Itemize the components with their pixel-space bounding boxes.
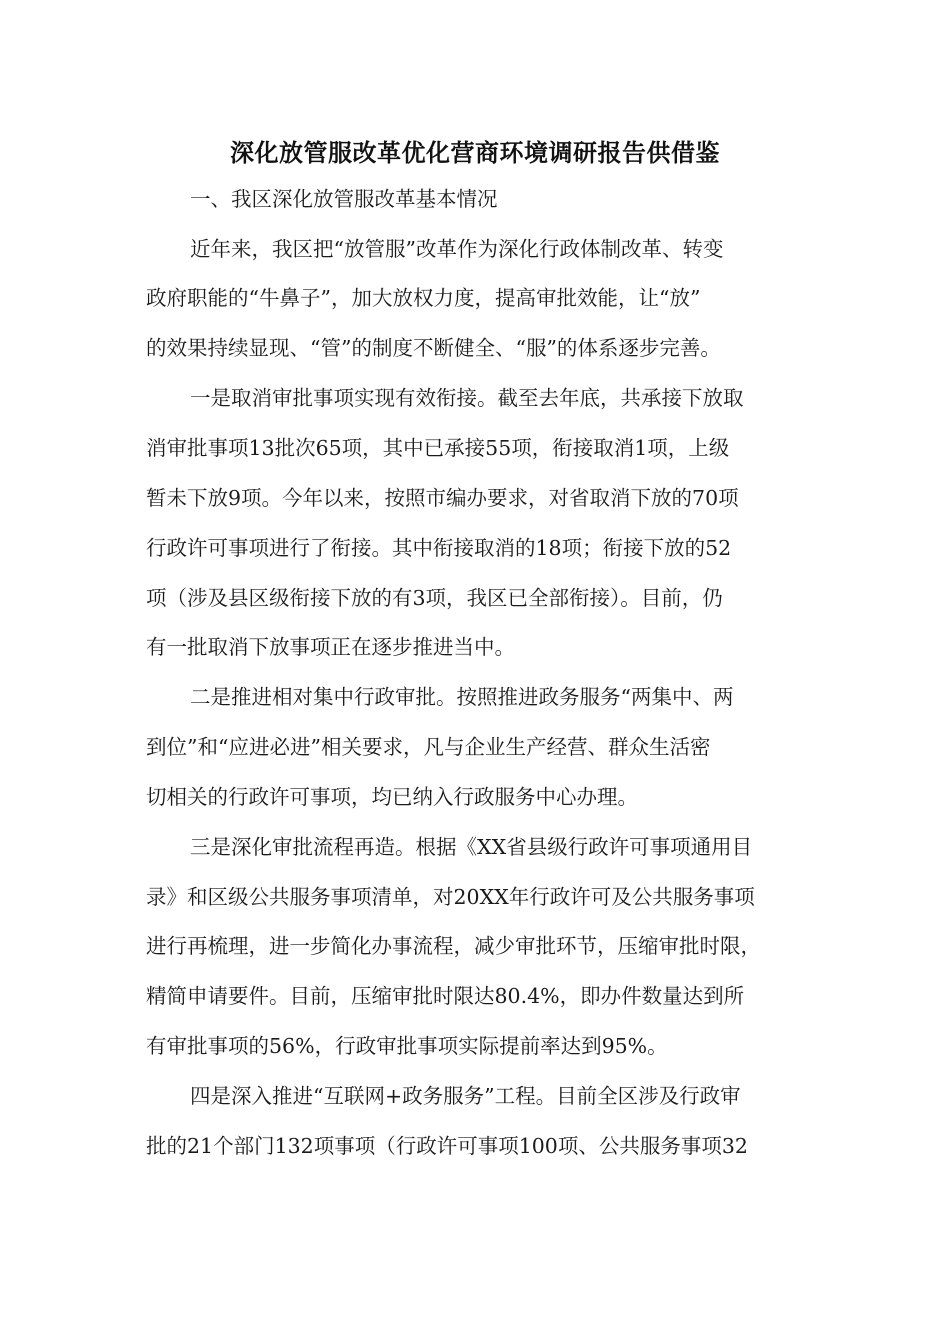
document-title: 深化放管服改革优化营商环境调研报告供借鉴 xyxy=(230,138,720,167)
paragraph-line: 的效果持续显现、“管”的制度不断健全、“服”的体系逐步完善。 xyxy=(146,336,721,360)
section-heading: 一、我区深化放管服改革基本情况 xyxy=(190,187,498,211)
paragraph-line: 四是深入推进“互联网+政务服务”工程。目前全区涉及行政审 xyxy=(190,1084,741,1108)
paragraph-line: 有一批取消下放事项正在逐步推进当中。 xyxy=(146,635,515,659)
paragraph-line: 到位”和“应进必进”相关要求，凡与企业生产经营、群众生活密 xyxy=(146,735,711,759)
paragraph-line: 批的21个部门132项事项（行政许可事项100项、公共服务事项32 xyxy=(146,1134,748,1158)
paragraph-line: 项（涉及县区级衔接下放的有3项，我区已全部衔接）。目前，仍 xyxy=(146,586,723,610)
paragraph-line: 政府职能的“牛鼻子”，加大放权力度，提高审批效能，让“放” xyxy=(146,286,701,310)
paragraph-line: 进行再梳理，进一步简化办事流程，减少审批环节，压缩审批时限， xyxy=(146,934,761,958)
paragraph-line: 精简申请要件。目前，压缩审批时限达80.4%，即办件数量达到所 xyxy=(146,984,745,1008)
paragraph-line: 行政许可事项进行了衔接。其中衔接取消的18项；衔接下放的52 xyxy=(146,536,732,560)
paragraph-line: 录》和区级公共服务事项清单，对20XX年行政许可及公共服务事项 xyxy=(146,885,755,909)
paragraph-line: 消审批事项13批次65项，其中已承接55项，衔接取消1项，上级 xyxy=(146,436,730,460)
paragraph-line: 二是推进相对集中行政审批。按照推进政务服务“两集中、两 xyxy=(190,685,734,709)
paragraph-line: 近年来，我区把“放管服”改革作为深化行政体制改革、转变 xyxy=(190,237,724,261)
paragraph-line: 暂未下放9项。今年以来，按照市编办要求，对省取消下放的70项 xyxy=(146,486,739,510)
paragraph-line: 切相关的行政许可事项，均已纳入行政服务中心办理。 xyxy=(146,785,638,809)
paragraph-line: 一是取消审批事项实现有效衔接。截至去年底，共承接下放取 xyxy=(190,386,744,410)
paragraph-line: 有审批事项的56%，行政审批事项实际提前率达到95%。 xyxy=(146,1034,668,1058)
paragraph-line: 三是深化审批流程再造。根据《XX省县级行政许可事项通用目 xyxy=(190,835,753,859)
